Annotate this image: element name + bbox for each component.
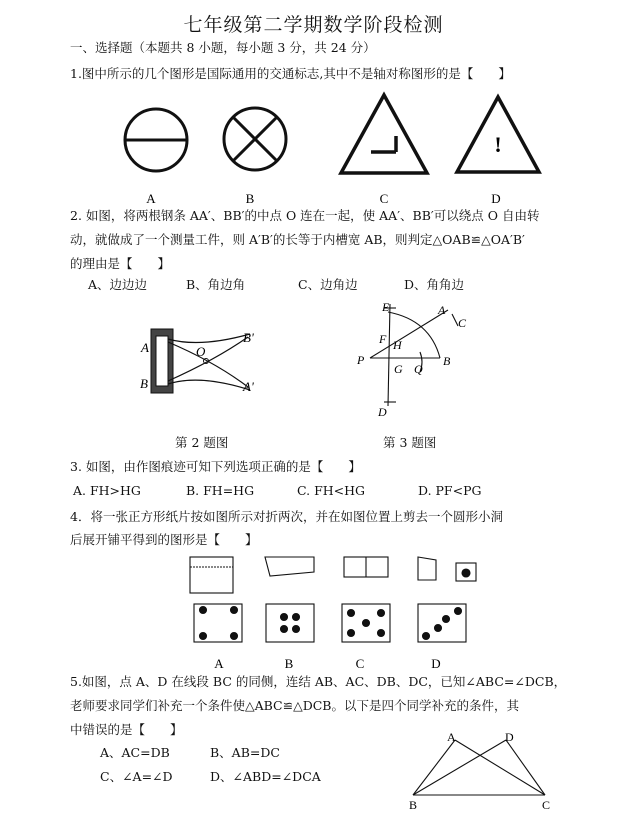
q3-option-a: A. FH>HG (73, 483, 141, 498)
q3-option-c: C. FH<HG (297, 483, 365, 498)
exclamation-mark: ! (494, 132, 502, 157)
q1-label-d: D (491, 191, 501, 206)
q4-folding-steps (190, 557, 476, 593)
q3-point-g: G (394, 362, 403, 376)
figure-2-caption: 第 2 题图 (175, 435, 229, 450)
q2-line-3: 的理由是【 】 (70, 256, 171, 271)
q4-answer-options (194, 604, 466, 642)
q1-label-c: C (379, 191, 389, 206)
q2-point-o: O (196, 344, 206, 359)
q3-option-d: D. PF<PG (418, 483, 482, 498)
q4-label-c: C (355, 656, 365, 671)
q3-point-q: Q (414, 362, 423, 376)
q2-line-1: 2. 如图，将两根钢条 AA′、BB′的中点 O 连在一起，使 AA′、BB′可以绕点 O 自由转 (70, 208, 540, 223)
sign-c-triangle-t (341, 95, 427, 173)
q3-point-d: D (378, 405, 387, 419)
q2-point-a-prime: A' (243, 379, 254, 394)
q1-label-a: A (146, 191, 156, 206)
page-title: 七年级第二学期数学阶段检测 (183, 14, 444, 36)
q1-label-b: B (245, 191, 255, 206)
q4-line-2: 后展开铺平得到的图形是【 】 (70, 532, 258, 547)
q5-option-d: D、∠ABD=∠DCA (210, 769, 321, 784)
q5-option-a: A、AC=DB (100, 745, 170, 760)
q3-point-b: B (443, 354, 451, 368)
section-heading: 一、选择题（本题共 8 小题，每小题 3 分，共 24 分） (70, 40, 376, 55)
q5-line-1: 5.如图，点 A、D 在线段 BC 的同侧，连结 AB、AC、DB、DC，已知∠ABC=∠DCB， (70, 674, 567, 689)
figure-3-caption: 第 3 题图 (383, 435, 437, 450)
q2-point-a: A (141, 340, 149, 355)
q5-line-2: 老师要求同学们补充一个条件使△ABC≌△DCB。以下是四个同学补充的条件，其 (70, 698, 519, 713)
q4-label-a: A (214, 656, 224, 671)
q2-option-d: D、角角边 (404, 277, 465, 292)
q3-stem: 3. 如图，由作图痕迹可知下列选项正确的是【 】 (70, 459, 361, 474)
q4-line-1: 4．将一张正方形纸片按如图所示对折两次，并在如图位置上剪去一个圆形小洞 (70, 509, 503, 524)
q5-point-a: A (447, 730, 456, 744)
q5-point-b: B (409, 798, 418, 812)
q1-stem: 1.图中所示的几个图形是国际通用的交通标志,其中不是轴对称图形的是【 】 (70, 66, 511, 81)
q4-label-d: D (431, 656, 441, 671)
q5-point-c: C (542, 798, 551, 812)
q2-option-a: A、边边边 (88, 277, 148, 292)
q5-point-d: D (505, 730, 514, 744)
q3-point-c: C (458, 316, 467, 330)
q4-label-b: B (284, 656, 294, 671)
q5-figure (413, 740, 545, 795)
q3-point-f: F (379, 332, 387, 346)
q2-line-2: 动，就做成了一个测量工件，则 A′B′的长等于内槽宽 AB，则判定△OAB≌△OA′B′ (70, 232, 525, 247)
q2-figure (151, 329, 250, 393)
q2-option-b: B、角边角 (186, 277, 246, 292)
q2-point-b-prime: B' (243, 330, 254, 345)
q3-point-p: P (357, 353, 365, 367)
q5-line-3: 中错误的是【 】 (70, 722, 183, 737)
q5-option-c: C、∠A=∠D (100, 769, 173, 784)
q5-option-b: B、AB=DC (210, 745, 280, 760)
q3-option-b: B. FH=HG (186, 483, 255, 498)
q3-point-h: H (393, 338, 402, 352)
sign-a-circle-bar (125, 109, 187, 171)
q2-point-b: B (140, 376, 148, 391)
q2-option-c: C、边角边 (298, 277, 358, 292)
sign-b-circle-x (224, 108, 286, 170)
q3-point-e: E (382, 300, 390, 314)
q3-point-a: A (438, 303, 446, 317)
